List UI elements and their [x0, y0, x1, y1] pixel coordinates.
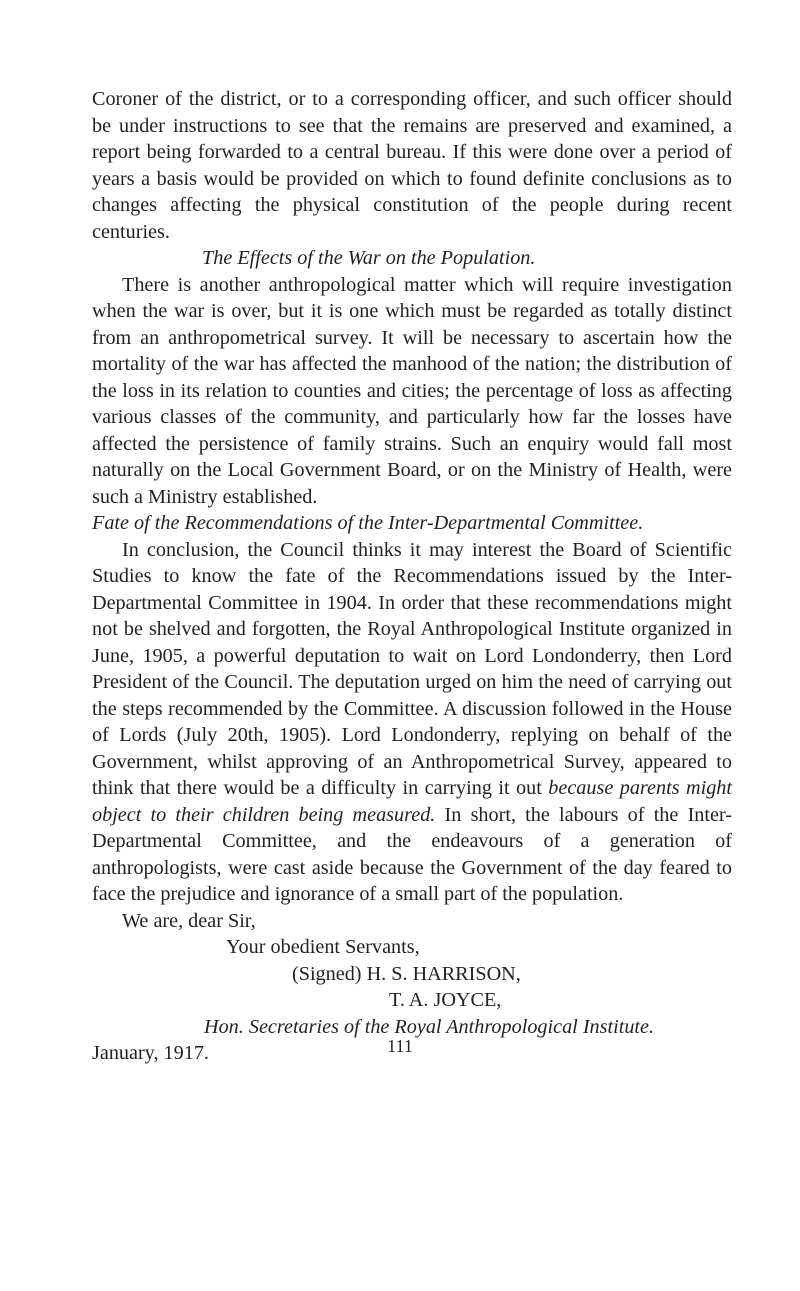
closing-salutation: We are, dear Sir,: [122, 909, 256, 932]
paragraph-war-effects: There is another anthropological matter which will require investigation when the war is over, but it is one which must be regarded as totally distinct from an anthropometrical survey. It will be necessary to ascertain how the mortality of the war has affected the manhood of the nation; the distribution of the loss in its relation to counties and cities; the percentage of loss as affecting various classes of the community, and particularly how far the losses have affected the persistence of family strains. Such an enquiry would fall most naturally on the Local Government Board, or on the Ministry of Health, were such a Ministry established.: [92, 273, 732, 508]
conclusion-emphasis: because parents might object to their children being measured.: [92, 777, 732, 826]
paragraph-coroner: Coroner of the district, or to a corresponding officer, and such officer should be under instructions to see that the remains are preserved and examined, a report being forwarded to a central bureau. If this were done over a period of years a basis would be provided on which to found definite conclusions as to changes affecting the physical constitution of the people during recent centuries.: [92, 88, 732, 243]
signature-joyce: T. A. JOYCE,: [389, 989, 502, 1011]
page-number: 111: [387, 1036, 413, 1056]
closing-servants: Your obedient Servants,: [226, 936, 420, 958]
paragraph-conclusion: [92, 537, 732, 908]
signature-harrison: (Signed) H. S. HARRISON,: [292, 962, 521, 985]
heading-war-effects: The Effects of the War on the Population.: [202, 247, 536, 269]
heading-fate-recommendations: Fate of the Recommendations of the Inter-Departmental Committee.: [92, 512, 644, 534]
document-page: [92, 86, 732, 1067]
signatories-title: Hon. Secretaries of the Royal Anthropological Institute.: [204, 1015, 655, 1038]
conclusion-text-b: In short, the labours of the Inter-Departmental Committee, and the endeavours of a generation of anthropologists, were cast aside because the Government of the day feared to face the prejudice and ignorance of a small part of the population.: [92, 803, 732, 905]
letter-date: January, 1917.: [92, 1042, 209, 1064]
conclusion-text-a: In conclusion, the Council thinks it may interest the Board of Scientific Studies to know the fate of the Recommendations issued by the Inter-Departmental Committee in 1904. In order that these recommendations might not be shelved and forgotten, the Royal Anthropological Institute organized in June, 1905, a powerful deputation to wait on Lord Londonderry, then Lord President of the Council. The deputation urged on him the need of carrying out the steps recommended by the Committee. A discussion followed in the House of Lords (July 20th, 1905). Lord Londonderry, replying on behalf of the Government, whilst approving of an Anthropometrical Survey, appeared to think that there would be a difficulty in carrying it out: [92, 538, 732, 799]
